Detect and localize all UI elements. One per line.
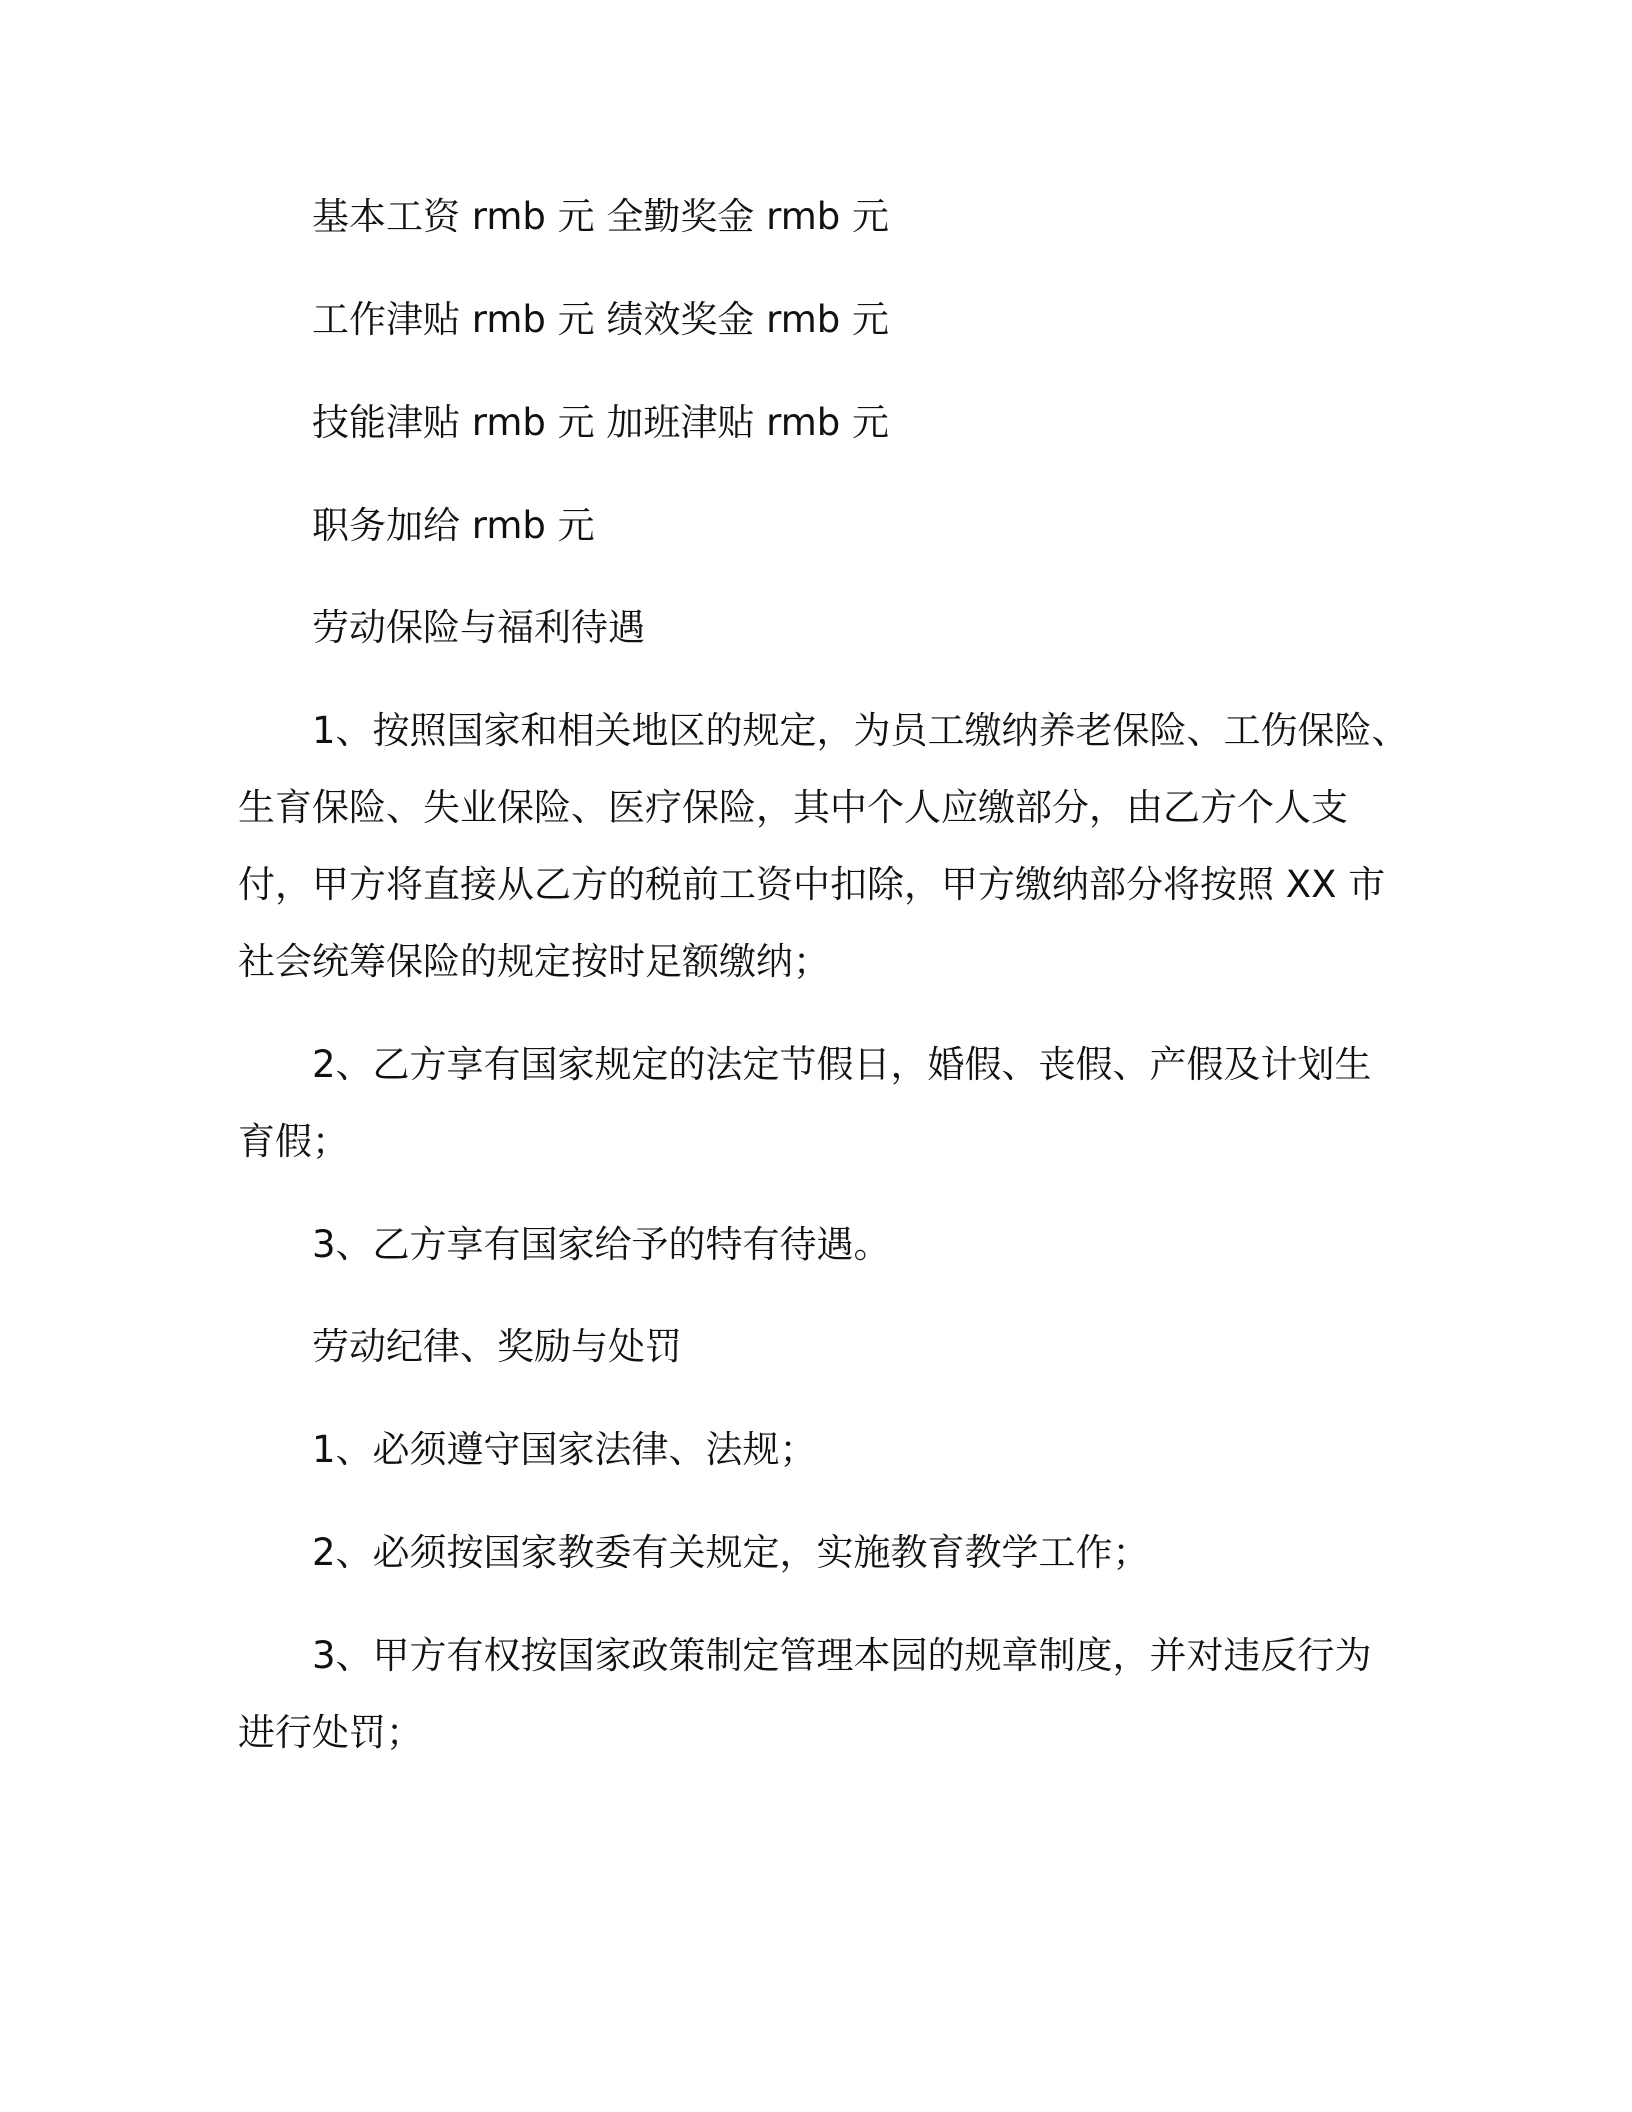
insurance-item1-line4: 社会统筹保险的规定按时足额缴纳； <box>238 940 830 983</box>
discipline-item1: 1、必须遵守国家法律、法规； <box>312 1428 817 1471</box>
discipline-item3-line2: 进行处罚； <box>238 1711 423 1754</box>
salary-line-2: 工作津贴 rmb 元 绩效奖金 rmb 元 <box>312 298 889 341</box>
insurance-item1-line1: 1、按照国家和相关地区的规定，为员工缴纳养老保险、工伤保险、 <box>312 709 1409 752</box>
insurance-item1-line3: 付，甲方将直接从乙方的税前工资中扣除，甲方缴纳部分将按照 XX 市 <box>238 863 1386 906</box>
insurance-item2-line2: 育假； <box>238 1120 349 1163</box>
salary-line-1: 基本工资 rmb 元 全勤奖金 rmb 元 <box>312 195 889 238</box>
insurance-heading: 劳动保险与福利待遇 <box>312 606 645 649</box>
insurance-item2-line1: 2、乙方享有国家规定的法定节假日，婚假、丧假、产假及计划生 <box>312 1043 1372 1086</box>
discipline-heading: 劳动纪律、奖励与处罚 <box>312 1325 682 1368</box>
salary-line-3: 技能津贴 rmb 元 加班津贴 rmb 元 <box>312 401 889 444</box>
discipline-item2: 2、必须按国家教委有关规定，实施教育教学工作； <box>312 1531 1150 1574</box>
discipline-item3-line1: 3、甲方有权按国家政策制定管理本园的规章制度，并对违反行为 <box>312 1634 1372 1677</box>
salary-line-4: 职务加给 rmb 元 <box>312 504 595 547</box>
insurance-item3: 3、乙方享有国家给予的特有待遇。 <box>312 1223 891 1266</box>
insurance-item1-line2: 生育保险、失业保险、医疗保险，其中个人应缴部分，由乙方个人支 <box>238 786 1348 829</box>
